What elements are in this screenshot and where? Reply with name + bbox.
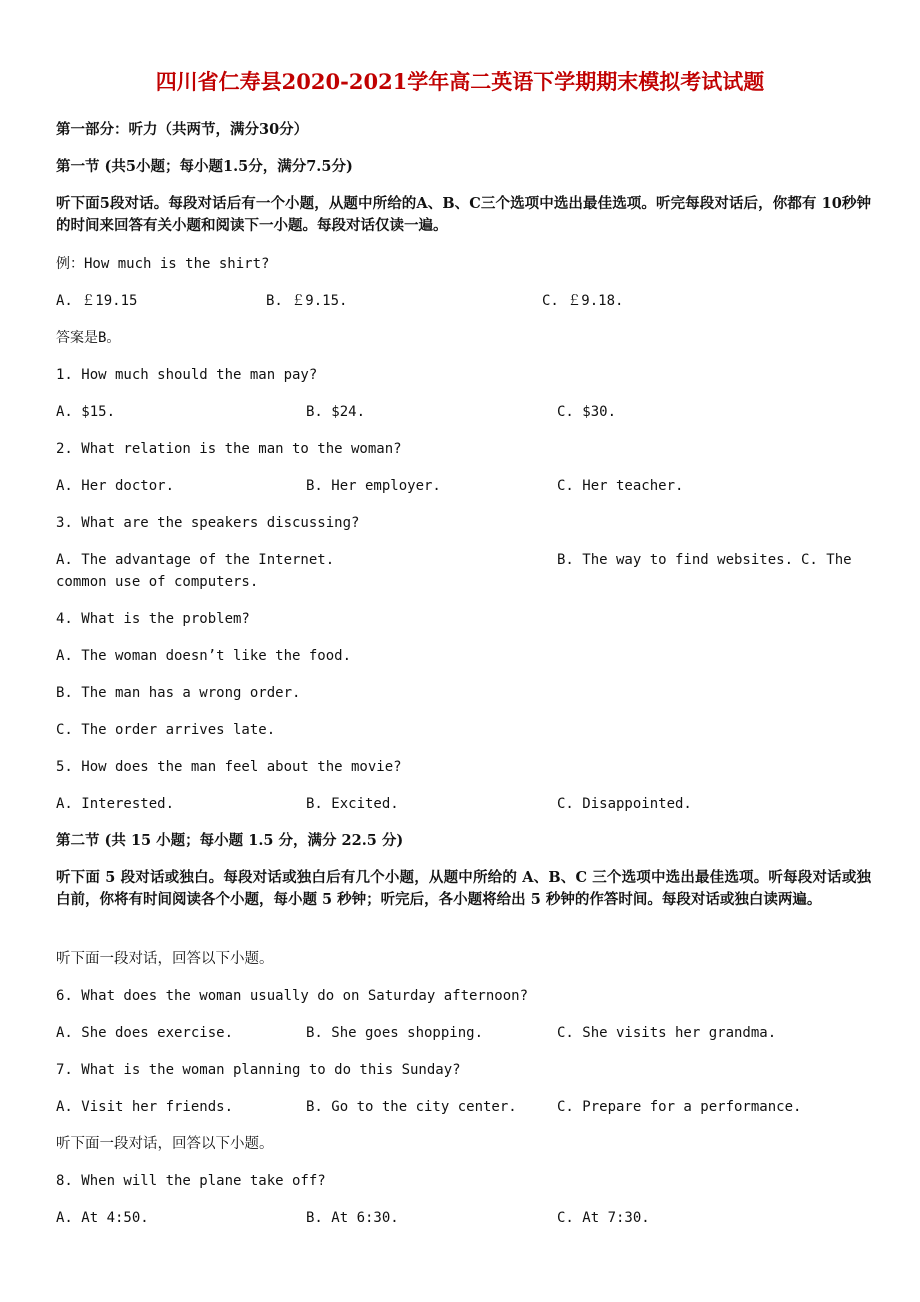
q2-option-b: B. Her employer. xyxy=(306,478,441,494)
q2-option-a: A. Her doctor. xyxy=(56,478,175,494)
q4-option-a: A. The woman doesn’t like the food. xyxy=(56,648,352,664)
example-option-a: A. ￡19.15 xyxy=(56,293,138,309)
q4-option-c: C. The order arrives late. xyxy=(56,722,276,738)
question-8: 8. When will the plane take off? xyxy=(56,1173,326,1189)
section1-instructions: 听下面5段对话。每段对话后有一个小题，从题中所给的A、B、C三个选项中选出最佳选项。听完每段对话后，你都有 10秒钟的时间来回答有关小题和阅读下一小题。每段对话仅读一遍。 xyxy=(56,195,871,234)
part1-heading: 第一部分：听力（共两节，满分30分） xyxy=(56,121,309,138)
q5-option-b: B. Excited. xyxy=(306,796,399,812)
question-5: 5. How does the man feel about the movie? xyxy=(56,759,402,775)
q3-option-c-continued: common use of computers. xyxy=(56,574,259,590)
q1-option-b: B. $24. xyxy=(306,404,366,420)
example-question: 例：How much is the shirt? xyxy=(56,256,270,272)
dialogue-prompt-2: 听下面一段对话，回答以下小题。 xyxy=(56,1136,274,1152)
question-1: 1. How much should the man pay? xyxy=(56,367,318,383)
q8-option-c: C. At 7:30. xyxy=(557,1210,650,1226)
example-answer: 答案是B。 xyxy=(56,330,121,346)
dialogue-prompt-1: 听下面一段对话，回答以下小题。 xyxy=(56,951,274,967)
q4-option-b: B. The man has a wrong order. xyxy=(56,685,301,701)
q8-option-b: B. At 6:30. xyxy=(306,1210,399,1226)
question-3: 3. What are the speakers discussing? xyxy=(56,515,360,531)
q1-option-c: C. $30. xyxy=(557,404,617,420)
q1-option-a: A. $15. xyxy=(56,404,116,420)
section2-heading: 第二节 (共 15 小题；每小题 1.5 分，满分 22.5 分) xyxy=(56,832,404,849)
q7-option-c: C. Prepare for a performance. xyxy=(557,1099,802,1115)
section2-instructions: 听下面 5 段对话或独白。每段对话或独白后有几个小题，从题中所给的 A、B、C 三个选项中选出最佳选项。听每段对话或独白前，你将有时间阅读各个小题，每小题 5 秒钟；听完后，各小题将给出 5 秒钟的作答时间。每段对话或独白读两遍。 xyxy=(56,869,871,908)
q3-option-b: B. The way to find websites. xyxy=(557,552,794,568)
q7-option-b: B. Go to the city center. xyxy=(306,1099,517,1115)
example-option-c: C. ￡9.18. xyxy=(542,293,624,309)
q5-option-a: A. Interested. xyxy=(56,796,175,812)
q6-option-b: B. She goes shopping. xyxy=(306,1025,484,1041)
q8-option-a: A. At 4:50. xyxy=(56,1210,149,1226)
q7-option-a: A. Visit her friends. xyxy=(56,1099,234,1115)
question-7: 7. What is the woman planning to do this Sunday? xyxy=(56,1062,461,1078)
q3-option-c: C. The xyxy=(801,552,852,568)
question-4: 4. What is the problem? xyxy=(56,611,250,627)
q5-option-c: C. Disappointed. xyxy=(557,796,692,812)
q2-option-c: C. Her teacher. xyxy=(557,478,684,494)
q6-option-a: A. She does exercise. xyxy=(56,1025,234,1041)
q3-option-a: A. The advantage of the Internet. xyxy=(56,552,335,568)
page-title: 四川省仁寿县2020-2021学年高二英语下学期期末模拟考试试题 xyxy=(155,69,765,94)
example-option-b: B. ￡9.15. xyxy=(266,293,348,309)
question-2: 2. What relation is the man to the woman? xyxy=(56,441,402,457)
q6-option-c: C. She visits her grandma. xyxy=(557,1025,777,1041)
section1-heading: 第一节 (共5小题；每小题1.5分，满分7.5分) xyxy=(56,158,353,175)
question-6: 6. What does the woman usually do on Saturday afternoon? xyxy=(56,988,529,1004)
